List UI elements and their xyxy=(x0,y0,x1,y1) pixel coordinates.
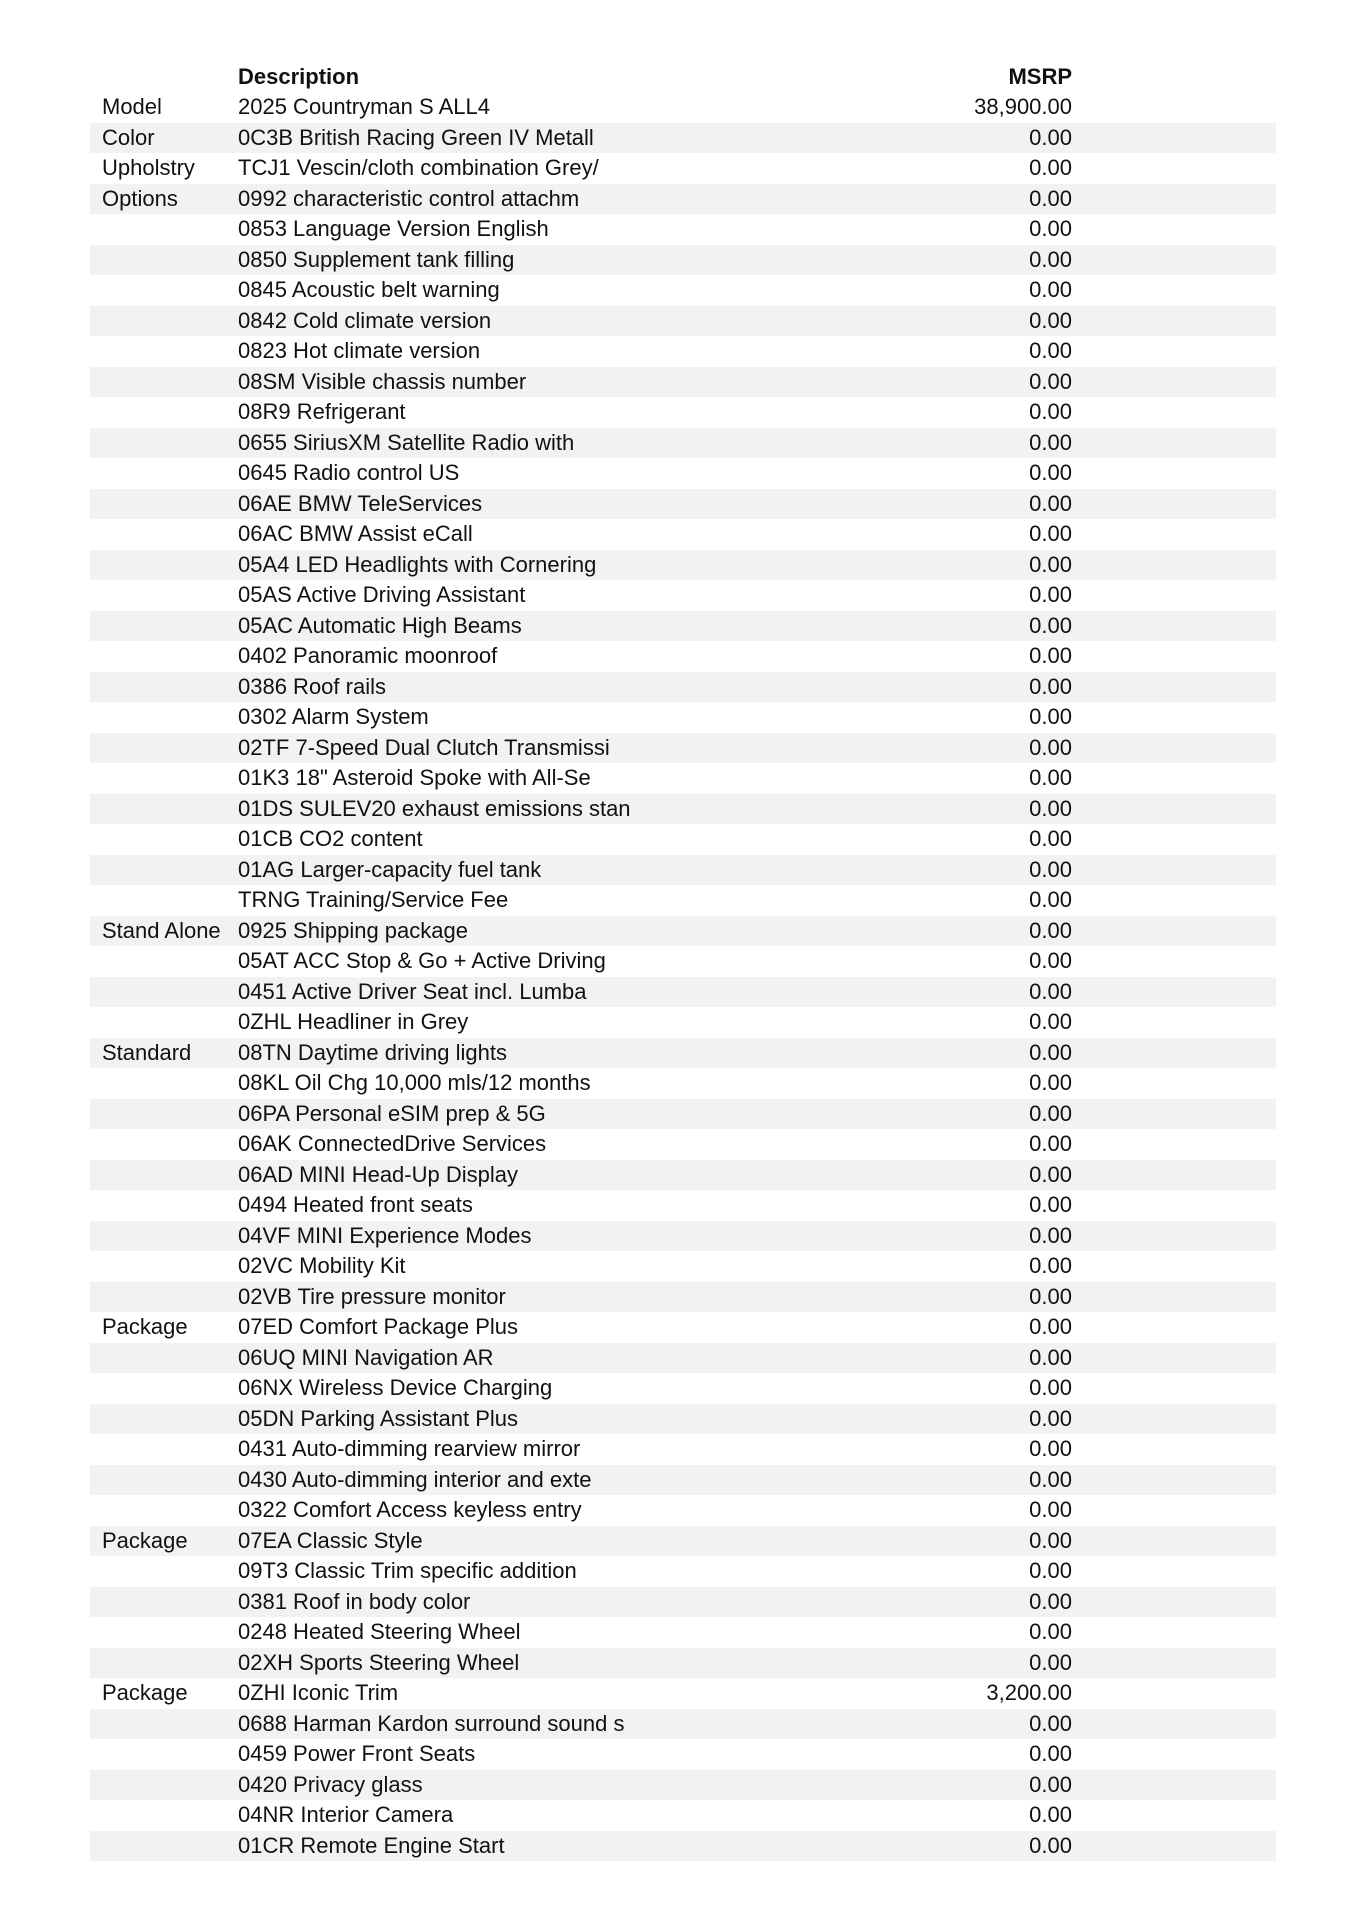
row-msrp: 0.00 xyxy=(1029,460,1072,485)
table-row xyxy=(90,1099,1276,1130)
row-msrp: 0.00 xyxy=(1029,1009,1072,1034)
row-msrp: 0.00 xyxy=(1029,1192,1072,1217)
table-row xyxy=(90,1373,1276,1404)
row-msrp: 0.00 xyxy=(1029,734,1072,760)
table-row xyxy=(90,1282,1276,1313)
table-row xyxy=(90,1160,1276,1191)
row-description: 06AE BMW TeleServices xyxy=(238,490,483,516)
row-description: 01CR Remote Engine Start xyxy=(238,1832,505,1858)
table-row xyxy=(90,550,1276,581)
row-description: 05DN Parking Assistant Plus xyxy=(238,1405,519,1431)
table-row xyxy=(90,428,1276,459)
row-msrp: 0.00 xyxy=(1029,1558,1072,1583)
row-description: 0842 Cold climate version xyxy=(238,307,492,333)
row-msrp: 38,900.00 xyxy=(974,94,1072,119)
table-row xyxy=(90,641,1276,672)
row-msrp: 0.00 xyxy=(1029,429,1072,455)
row-msrp: 0.00 xyxy=(1029,1527,1072,1553)
row-msrp: 0.00 xyxy=(1029,582,1072,607)
row-description: 02XH Sports Steering Wheel xyxy=(238,1649,520,1675)
row-description: TCJ1 Vescin/cloth combination Grey/ xyxy=(238,155,599,180)
row-description: 08SM Visible chassis number xyxy=(238,368,527,394)
table-row xyxy=(90,1343,1276,1374)
row-msrp: 0.00 xyxy=(1029,826,1072,851)
table-row xyxy=(90,214,1276,245)
row-description: 0430 Auto-dimming interior and exte xyxy=(238,1466,592,1492)
row-msrp: 0.00 xyxy=(1029,978,1072,1004)
row-msrp: 0.00 xyxy=(1029,1070,1072,1095)
row-msrp: 0.00 xyxy=(1029,1649,1072,1675)
row-msrp: 0.00 xyxy=(1029,948,1072,973)
table-row xyxy=(90,1556,1276,1587)
row-description: 0322 Comfort Access keyless entry xyxy=(238,1497,582,1522)
row-msrp: 0.00 xyxy=(1029,1436,1072,1461)
table-row xyxy=(90,672,1276,703)
table-row xyxy=(90,1587,1276,1618)
table-row xyxy=(90,1312,1276,1343)
row-msrp: 0.00 xyxy=(1029,1222,1072,1248)
row-msrp: 0.00 xyxy=(1029,551,1072,577)
row-description: 07EA Classic Style xyxy=(238,1527,423,1553)
row-msrp: 0.00 xyxy=(1029,887,1072,912)
row-description: 06PA Personal eSIM prep & 5G xyxy=(238,1100,546,1126)
row-msrp: 0.00 xyxy=(1029,185,1072,211)
table-row xyxy=(90,733,1276,764)
row-msrp: 0.00 xyxy=(1029,399,1072,424)
row-msrp: 0.00 xyxy=(1029,521,1072,546)
row-description: 0992 characteristic control attachm xyxy=(238,185,580,211)
table-row xyxy=(90,1617,1276,1648)
table-row xyxy=(90,1678,1276,1709)
row-description: 05AS Active Driving Assistant xyxy=(238,582,526,607)
row-msrp: 0.00 xyxy=(1029,1283,1072,1309)
row-description: 0248 Heated Steering Wheel xyxy=(238,1619,521,1644)
row-description: 0381 Roof in body color xyxy=(238,1588,471,1614)
table-row xyxy=(90,1068,1276,1099)
table-row xyxy=(90,580,1276,611)
msrp-column-header: MSRP xyxy=(1008,64,1072,89)
row-msrp: 0.00 xyxy=(1029,917,1072,943)
row-msrp: 0.00 xyxy=(1029,1253,1072,1278)
row-description: 09T3 Classic Trim specific addition xyxy=(238,1558,577,1583)
row-description: 04VF MINI Experience Modes xyxy=(238,1222,532,1248)
msrp-sheet xyxy=(90,62,1276,1861)
row-category: Model xyxy=(102,94,162,119)
row-msrp: 0.00 xyxy=(1029,246,1072,272)
table-row xyxy=(90,1831,1276,1862)
table-row xyxy=(90,1038,1276,1069)
row-msrp: 0.00 xyxy=(1029,1161,1072,1187)
row-msrp: 0.00 xyxy=(1029,307,1072,333)
row-description: 06AD MINI Head-Up Display xyxy=(238,1161,518,1187)
row-category: Standard xyxy=(102,1039,192,1065)
row-description: 06AK ConnectedDrive Services xyxy=(238,1131,547,1156)
row-msrp: 0.00 xyxy=(1029,765,1072,790)
row-description: 0420 Privacy glass xyxy=(238,1771,423,1797)
table-row xyxy=(90,245,1276,276)
row-description: 0451 Active Driver Seat incl. Lumba xyxy=(238,978,587,1004)
row-description: 02VC Mobility Kit xyxy=(238,1253,406,1278)
table-row xyxy=(90,611,1276,642)
row-category: Color xyxy=(102,124,155,150)
row-description: 0494 Heated front seats xyxy=(238,1192,473,1217)
table-row xyxy=(90,458,1276,489)
table-row xyxy=(90,1190,1276,1221)
table-row xyxy=(90,1800,1276,1831)
row-description: 2025 Countryman S ALL4 xyxy=(238,94,490,119)
row-description: 06AC BMW Assist eCall xyxy=(238,521,473,546)
row-description: 02VB Tire pressure monitor xyxy=(238,1283,506,1309)
row-category: Package xyxy=(102,1314,188,1339)
table-row xyxy=(90,1007,1276,1038)
row-msrp: 0.00 xyxy=(1029,643,1072,668)
row-msrp: 0.00 xyxy=(1029,1619,1072,1644)
row-description: 05AT ACC Stop & Go + Active Driving xyxy=(238,948,606,973)
table-row xyxy=(90,1739,1276,1770)
row-category: Package xyxy=(102,1527,188,1553)
row-category: Options xyxy=(102,185,178,211)
table-row xyxy=(90,123,1276,154)
row-description: 0823 Hot climate version xyxy=(238,338,481,363)
row-msrp: 0.00 xyxy=(1029,1802,1072,1827)
table-row xyxy=(90,763,1276,794)
row-msrp: 0.00 xyxy=(1029,277,1072,302)
row-msrp: 0.00 xyxy=(1029,1832,1072,1858)
row-description: 01AG Larger-capacity fuel tank xyxy=(238,856,542,882)
row-description: 0853 Language Version English xyxy=(238,216,549,241)
row-msrp: 0.00 xyxy=(1029,1131,1072,1156)
row-description: 0688 Harman Kardon surround sound s xyxy=(238,1710,625,1736)
description-column-header: Description xyxy=(238,64,360,89)
row-msrp: 0.00 xyxy=(1029,1344,1072,1370)
table-row xyxy=(90,794,1276,825)
table-row xyxy=(90,1434,1276,1465)
row-description: 06NX Wireless Device Charging xyxy=(238,1375,553,1400)
table-row xyxy=(90,336,1276,367)
row-msrp: 0.00 xyxy=(1029,1771,1072,1797)
row-msrp: 0.00 xyxy=(1029,673,1072,699)
row-description: 01DS SULEV20 exhaust emissions stan xyxy=(238,795,631,821)
row-description: 0386 Roof rails xyxy=(238,673,386,699)
row-msrp: 0.00 xyxy=(1029,368,1072,394)
table-row xyxy=(90,275,1276,306)
row-description: 06UQ MINI Navigation AR xyxy=(238,1344,494,1370)
option-table-body xyxy=(90,92,1276,1861)
table-row xyxy=(90,489,1276,520)
row-description: 05A4 LED Headlights with Cornering xyxy=(238,551,597,577)
table-row xyxy=(90,397,1276,428)
row-description: TRNG Training/Service Fee xyxy=(238,887,509,912)
row-description: 0925 Shipping package xyxy=(238,917,468,943)
row-description: 0431 Auto-dimming rearview mirror xyxy=(238,1436,581,1461)
row-description: 0850 Supplement tank filling xyxy=(238,246,515,272)
row-msrp: 0.00 xyxy=(1029,704,1072,729)
table-row xyxy=(90,916,1276,947)
table-row xyxy=(90,1465,1276,1496)
table-row xyxy=(90,1251,1276,1282)
row-msrp: 0.00 xyxy=(1029,1100,1072,1126)
table-row xyxy=(90,1709,1276,1740)
row-msrp: 0.00 xyxy=(1029,338,1072,363)
row-description: 0655 SiriusXM Satellite Radio with xyxy=(238,429,575,455)
row-description: 08R9 Refrigerant xyxy=(238,399,406,424)
row-msrp: 0.00 xyxy=(1029,1710,1072,1736)
table-row xyxy=(90,92,1276,123)
table-row xyxy=(90,367,1276,398)
row-msrp: 0.00 xyxy=(1029,1466,1072,1492)
row-description: 0C3B British Racing Green IV Metall xyxy=(238,124,594,150)
row-msrp: 0.00 xyxy=(1029,795,1072,821)
row-msrp: 0.00 xyxy=(1029,1741,1072,1766)
table-row xyxy=(90,1221,1276,1252)
row-description: 01K3 18" Asteroid Spoke with All-Se xyxy=(238,765,591,790)
row-description: 07ED Comfort Package Plus xyxy=(238,1314,519,1339)
row-category: Stand Alone xyxy=(102,917,221,943)
table-row xyxy=(90,1404,1276,1435)
row-description: 0459 Power Front Seats xyxy=(238,1741,476,1766)
row-description: 0ZHL Headliner in Grey xyxy=(238,1009,469,1034)
table-row xyxy=(90,977,1276,1008)
row-description: 0ZHI Iconic Trim xyxy=(238,1680,399,1705)
table-header xyxy=(90,62,1276,92)
row-msrp: 0.00 xyxy=(1029,856,1072,882)
table-row xyxy=(90,1495,1276,1526)
table-row xyxy=(90,519,1276,550)
table-row xyxy=(90,306,1276,337)
row-msrp: 0.00 xyxy=(1029,1314,1072,1339)
row-msrp: 0.00 xyxy=(1029,124,1072,150)
table-row xyxy=(90,1648,1276,1679)
table-row xyxy=(90,824,1276,855)
row-description: 02TF 7-Speed Dual Clutch Transmissi xyxy=(238,734,610,760)
row-description: 0645 Radio control US xyxy=(238,460,460,485)
row-msrp: 3,200.00 xyxy=(986,1680,1072,1705)
row-msrp: 0.00 xyxy=(1029,1375,1072,1400)
row-msrp: 0.00 xyxy=(1029,1039,1072,1065)
table-row xyxy=(90,184,1276,215)
table-row xyxy=(90,946,1276,977)
row-msrp: 0.00 xyxy=(1029,1588,1072,1614)
row-description: 08KL Oil Chg 10,000 mls/12 months xyxy=(238,1070,591,1095)
row-msrp: 0.00 xyxy=(1029,1405,1072,1431)
row-msrp: 0.00 xyxy=(1029,612,1072,638)
row-msrp: 0.00 xyxy=(1029,1497,1072,1522)
row-msrp: 0.00 xyxy=(1029,216,1072,241)
row-msrp: 0.00 xyxy=(1029,490,1072,516)
row-description: 08TN Daytime driving lights xyxy=(238,1039,507,1065)
row-description: 0845 Acoustic belt warning xyxy=(238,277,500,302)
row-description: 04NR Interior Camera xyxy=(238,1802,454,1827)
table-row xyxy=(90,1526,1276,1557)
table-row xyxy=(90,702,1276,733)
table-row xyxy=(90,885,1276,916)
table-row xyxy=(90,1129,1276,1160)
row-description: 01CB CO2 content xyxy=(238,826,423,851)
row-description: 05AC Automatic High Beams xyxy=(238,612,522,638)
row-description: 0302 Alarm System xyxy=(238,704,429,729)
table-row xyxy=(90,855,1276,886)
table-row xyxy=(90,153,1276,184)
table-row xyxy=(90,1770,1276,1801)
row-description: 0402 Panoramic moonroof xyxy=(238,643,498,668)
row-category: Upholstry xyxy=(102,155,195,180)
row-category: Package xyxy=(102,1680,188,1705)
row-msrp: 0.00 xyxy=(1029,155,1072,180)
